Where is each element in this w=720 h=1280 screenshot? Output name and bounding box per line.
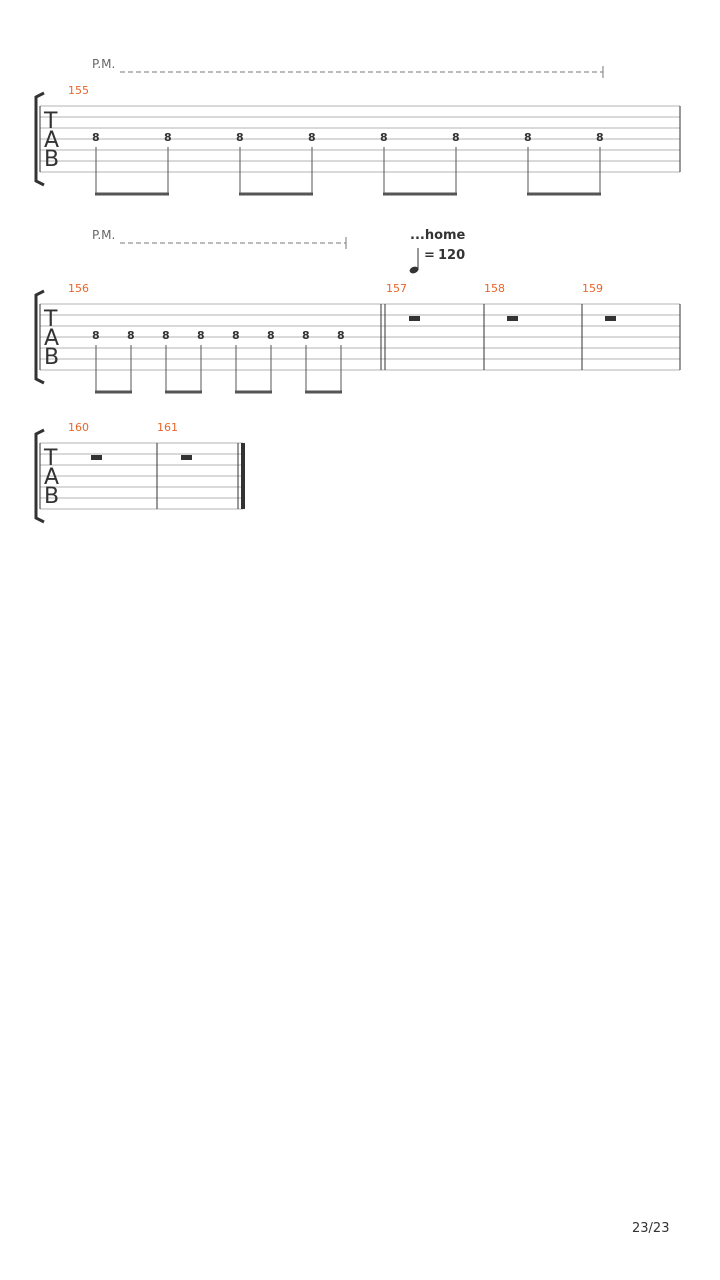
section-marker: ...home bbox=[410, 228, 466, 243]
tab-note: 8 bbox=[92, 329, 100, 342]
tab-clef-a: A bbox=[44, 326, 60, 351]
whole-rest bbox=[507, 316, 518, 321]
whole-rest bbox=[605, 316, 616, 321]
note-group bbox=[92, 131, 604, 144]
measure-number: 161 bbox=[157, 421, 178, 434]
tab-clef-b: B bbox=[44, 484, 60, 509]
tempo-value: 120 bbox=[438, 248, 466, 263]
tab-clef-t: T bbox=[44, 109, 58, 134]
tab-note: 8 bbox=[380, 131, 388, 144]
tab-note: 8 bbox=[232, 329, 240, 342]
palm-mute-label: P.M. bbox=[92, 57, 116, 71]
whole-rest bbox=[409, 316, 420, 321]
tab-note: 8 bbox=[302, 329, 310, 342]
tab-note: 8 bbox=[164, 131, 172, 144]
system-3 bbox=[36, 421, 243, 522]
measure-number: 158 bbox=[484, 282, 505, 295]
measure-number: 156 bbox=[68, 282, 89, 295]
staff-lines bbox=[40, 304, 680, 370]
system-2 bbox=[36, 228, 680, 393]
tab-note: 8 bbox=[127, 329, 135, 342]
staff-lines bbox=[40, 106, 680, 172]
tab-note: 8 bbox=[92, 131, 100, 144]
tab-note: 8 bbox=[236, 131, 244, 144]
tab-clef-t: T bbox=[44, 446, 58, 471]
measure-number: 155 bbox=[68, 84, 89, 97]
tab-note: 8 bbox=[524, 131, 532, 144]
page-number: 23/23 bbox=[632, 1221, 670, 1236]
tab-clef-b: B bbox=[44, 147, 60, 172]
measure-number: 159 bbox=[582, 282, 603, 295]
tab-note: 8 bbox=[337, 329, 345, 342]
beams bbox=[95, 345, 342, 393]
tab-clef-a: A bbox=[44, 465, 60, 490]
tab-note: 8 bbox=[197, 329, 205, 342]
whole-rest bbox=[181, 455, 192, 460]
measure-number: 160 bbox=[68, 421, 89, 434]
tab-note: 8 bbox=[596, 131, 604, 144]
whole-rest bbox=[91, 455, 102, 460]
beams bbox=[95, 147, 601, 195]
staff-lines bbox=[40, 443, 243, 509]
tab-note: 8 bbox=[308, 131, 316, 144]
quarter-note-icon bbox=[409, 248, 420, 275]
tab-clef-t: T bbox=[44, 307, 58, 332]
measure-number: 157 bbox=[386, 282, 407, 295]
tab-clef-b: B bbox=[44, 345, 60, 370]
tab-note: 8 bbox=[267, 329, 275, 342]
note-group bbox=[92, 329, 345, 342]
tab-note: 8 bbox=[162, 329, 170, 342]
tab-clef-a: A bbox=[44, 128, 60, 153]
palm-mute-label: P.M. bbox=[92, 228, 116, 242]
tab-note: 8 bbox=[452, 131, 460, 144]
tempo-prefix: = bbox=[424, 248, 435, 263]
system-1 bbox=[36, 57, 680, 195]
